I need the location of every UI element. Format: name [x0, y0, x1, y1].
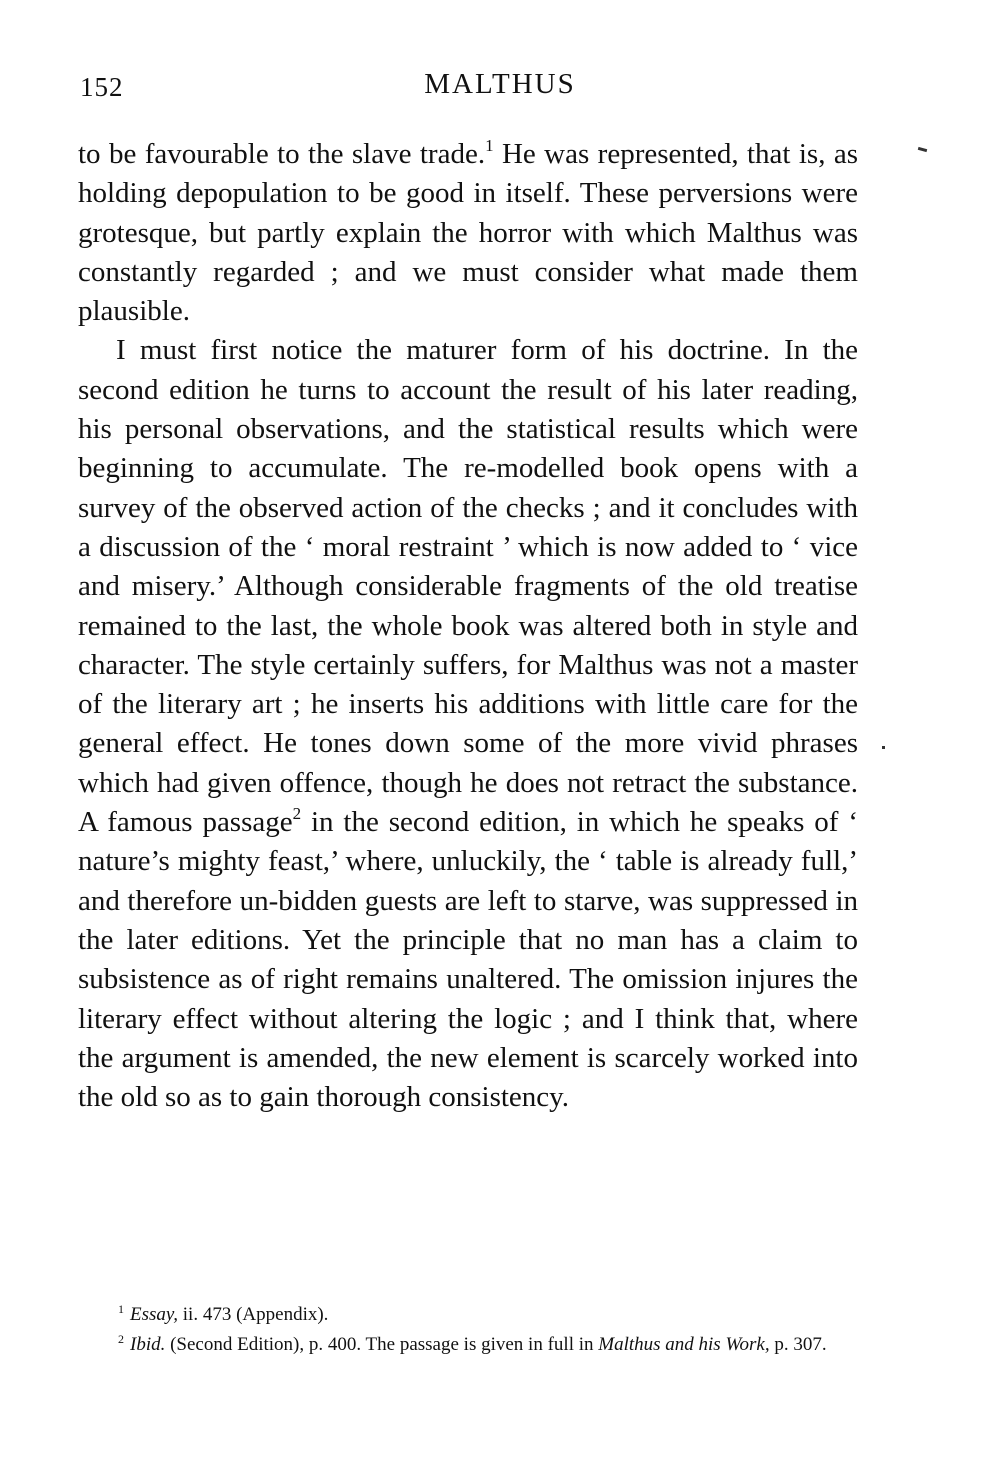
footnote-2-text-end: p. 307.	[769, 1334, 827, 1355]
footnote-ref-2: 2	[292, 804, 302, 824]
footnote-1-text: ii. 473 (Appendix).	[178, 1304, 329, 1325]
scan-speck	[882, 746, 885, 749]
paragraph-2	[78, 331, 858, 1117]
page-number: 152	[80, 72, 124, 102]
footnote-ref-1: 1	[485, 136, 494, 155]
running-title: MALTHUS	[424, 68, 576, 100]
paragraph-2-text-b: in the second edition, in which he speaks of ‘ nature’s mighty feast,’ where, unluckily, the ‘ table is already full,’ and therefore un-bidden guests are left to starve, was suppressed in the later editions. Yet the principle that no man has a claim to subsistence as of right remains unaltered. The omission injures the literary effect without altering the logic ; and I think that, where the argument is amended, the new element is scarcely worked into the old so as to gain thorough consistency.	[78, 806, 858, 1114]
footnote-1	[78, 1302, 858, 1328]
footnote-1-mark: 1	[118, 1302, 124, 1316]
footnote-2-italic-title: Malthus and his Work,	[598, 1334, 770, 1355]
main-text	[78, 135, 858, 1117]
paragraph-1-text-a: to be favourable to the slave trade.	[78, 138, 486, 170]
footnote-2-mark: 2	[118, 1332, 124, 1346]
footnotes	[78, 1302, 858, 1358]
scan-speck	[918, 147, 927, 152]
paragraph-2-text-a: I must first notice the maturer form of his doctrine. In the second edition he turns to account the result of his later reading, his personal observations, and the statistical results which were beginning to accumulate. The re-modelled book opens with a survey of the observed action of the checks ; and it concludes with a discussion of the ‘ moral restraint ’ which is now added to ‘ vice and misery.’ Although considerable fragments of the old treatise remained to the last, the whole book was altered both in style and character. The style certainly suffers, for Malthus was not a master of the literary art ; he inserts his additions with little care for the general effect. He tones down some of the more vivid phrases which had given offence, though he does not retract the substance. A famous passage	[78, 334, 858, 839]
footnote-2-italic: Ibid.	[130, 1334, 166, 1355]
footnote-1-italic: Essay,	[130, 1304, 179, 1325]
paragraph-1-text-b: He was represented, that is, as holding depopulation to be good in itself. These perversions were grotesque, but partly explain the horror with which Malthus was constantly regarded ; and we must consider what made them plausible.	[78, 138, 858, 328]
footnote-2	[78, 1332, 858, 1358]
footnote-2-text: (Second Edition), p. 400. The passage is given in full in	[165, 1334, 599, 1355]
paragraph-1	[78, 135, 858, 331]
